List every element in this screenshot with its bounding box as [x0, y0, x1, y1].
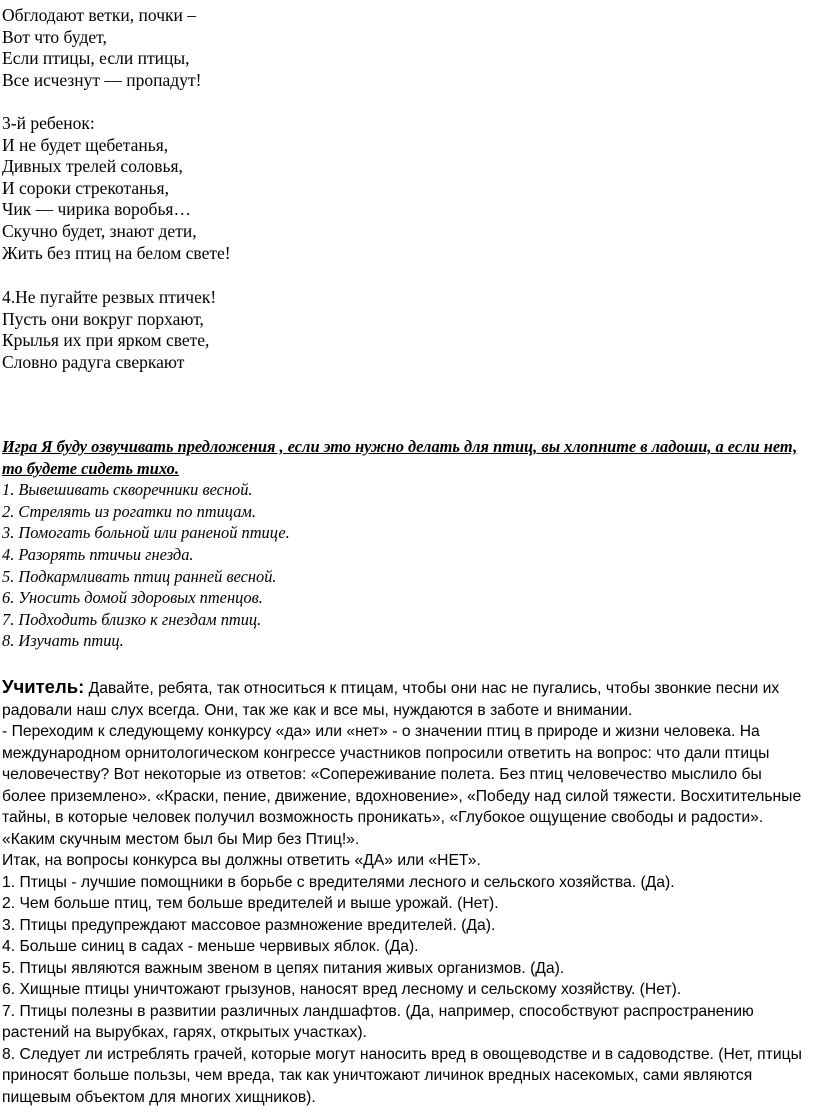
- game-item: 5. Подкармливать птиц ранней весной.: [2, 566, 277, 586]
- contest-question: 6. Хищные птицы уничтожают грызунов, наносят вред лесному и сельскому хозяйству. (Нет).: [2, 981, 682, 998]
- poem-stanza-2: [2, 113, 231, 264]
- poem-line: И сороки стрекотанья,: [2, 177, 169, 198]
- poem-line: 4.Не пугайте резвых птичек!: [2, 287, 217, 307]
- poem-line: Все исчезнут — пропадут!: [2, 69, 202, 90]
- contest-question: 7. Птицы полезны в развитии различных ландшафтов. (Да, например, способствуют распространению растений на вырубках, гарях, открытых участках).: [2, 1002, 754, 1041]
- poem-line: И не будет щебетанья,: [2, 134, 169, 155]
- game-item: 3. Помогать больной или раненой птице.: [2, 523, 290, 543]
- contest-description: - Переходим к следующему конкурсу «да» или «нет» - о значении птиц в природе и жизни человека. На международном орнитологическом конгрессе участников попросили ответить на вопрос: что дали птицы человечеству? Вот некоторые из ответов: «Сопереживание полета. Без птиц человечество мыслило бы более приземлено». «Краски, пение, движение, вдохновение», «Победу над силой тяжести. Восхитительные тайны, в которые человек получил возможность проникать», «Глубокое ощущение свободы и радости». «Каким скучным местом был бы Мир без Птиц!».: [2, 723, 802, 848]
- game-item: 8. Изучать птиц.: [2, 631, 124, 651]
- poem-line: Пусть они вокруг порхают,: [2, 308, 204, 329]
- teacher-label: Учитель:: [2, 676, 85, 697]
- game-heading: Игра Я буду озвучивать предложения , если это нужно делать для птиц, вы хлопните в ладоши, а если нет, то будете сидеть тихо.: [2, 437, 798, 478]
- poem-line: Вот что будет,: [2, 26, 107, 47]
- poem-line: Жить без птиц на белом свете!: [2, 242, 231, 263]
- poem-line: Скучно будет, знают дети,: [2, 220, 197, 241]
- contest-instruction: Итак, на вопросы конкурса вы должны ответить «ДА» или «НЕТ».: [2, 852, 481, 869]
- contest-question: 1. Птицы - лучшие помощники в борьбе с вредителями лесного и сельского хозяйства. (Да).: [2, 873, 675, 891]
- contest-question: 3. Птицы предупреждают массовое размножение вредителей. (Да).: [2, 916, 496, 934]
- poem-line: Словно радуга сверкают: [2, 351, 185, 372]
- game-item: 1. Вывешивать скворечники весной.: [2, 480, 253, 500]
- teacher-intro-text: Давайте, ребята, так относиться к птицам, чтобы они нас не пугались, чтобы звонкие песни их радовали наш слух всегда. Они, так же как и все мы, нуждаются в заботе и внимании.: [2, 680, 780, 719]
- game-item: 2. Стрелять из рогатки по птицам.: [2, 501, 256, 521]
- contest-question: 4. Больше синиц в садах - меньше червивых яблок. (Да).: [2, 938, 419, 955]
- teacher-intro: [2, 676, 807, 721]
- game-item: 4. Разорять птичьи гнезда.: [2, 544, 194, 564]
- poem-line: Обглодают ветки, почки –: [2, 5, 196, 25]
- poem-line: Крылья их при ярком свете,: [2, 330, 210, 351]
- contest-question: 2. Чем больше птиц, тем больше вредителей и выше урожай. (Нет).: [2, 895, 499, 912]
- game-section: [2, 436, 802, 652]
- poem-line: Если птицы, если птицы,: [2, 48, 190, 69]
- game-list: [2, 479, 802, 652]
- game-item: 6. Уносить домой здоровых птенцов.: [2, 588, 263, 608]
- poem-stanza-1: [2, 5, 201, 91]
- contest-question: 8. Следует ли истреблять грачей, которые могут наносить вред в овощеводстве и в садоводстве. (Нет, птицы приносят больше пользы, чем вреда, так как уничтожают личинок вредных насекомых, сами являются пищевым объектом для многих хищников).: [2, 1045, 802, 1106]
- contest-question: 5. Птицы являются важным звеном в цепях питания живых организмов. (Да).: [2, 959, 565, 977]
- teacher-section: [2, 676, 807, 1108]
- poem-line: Дивных трелей соловья,: [2, 156, 183, 177]
- speaker-label: 3-й ребенок:: [2, 113, 95, 133]
- poem-stanza-3: [2, 287, 216, 373]
- poem-line: Чик — чирика воробья…: [2, 199, 191, 220]
- game-item: 7. Подходить близко к гнездам птиц.: [2, 609, 262, 629]
